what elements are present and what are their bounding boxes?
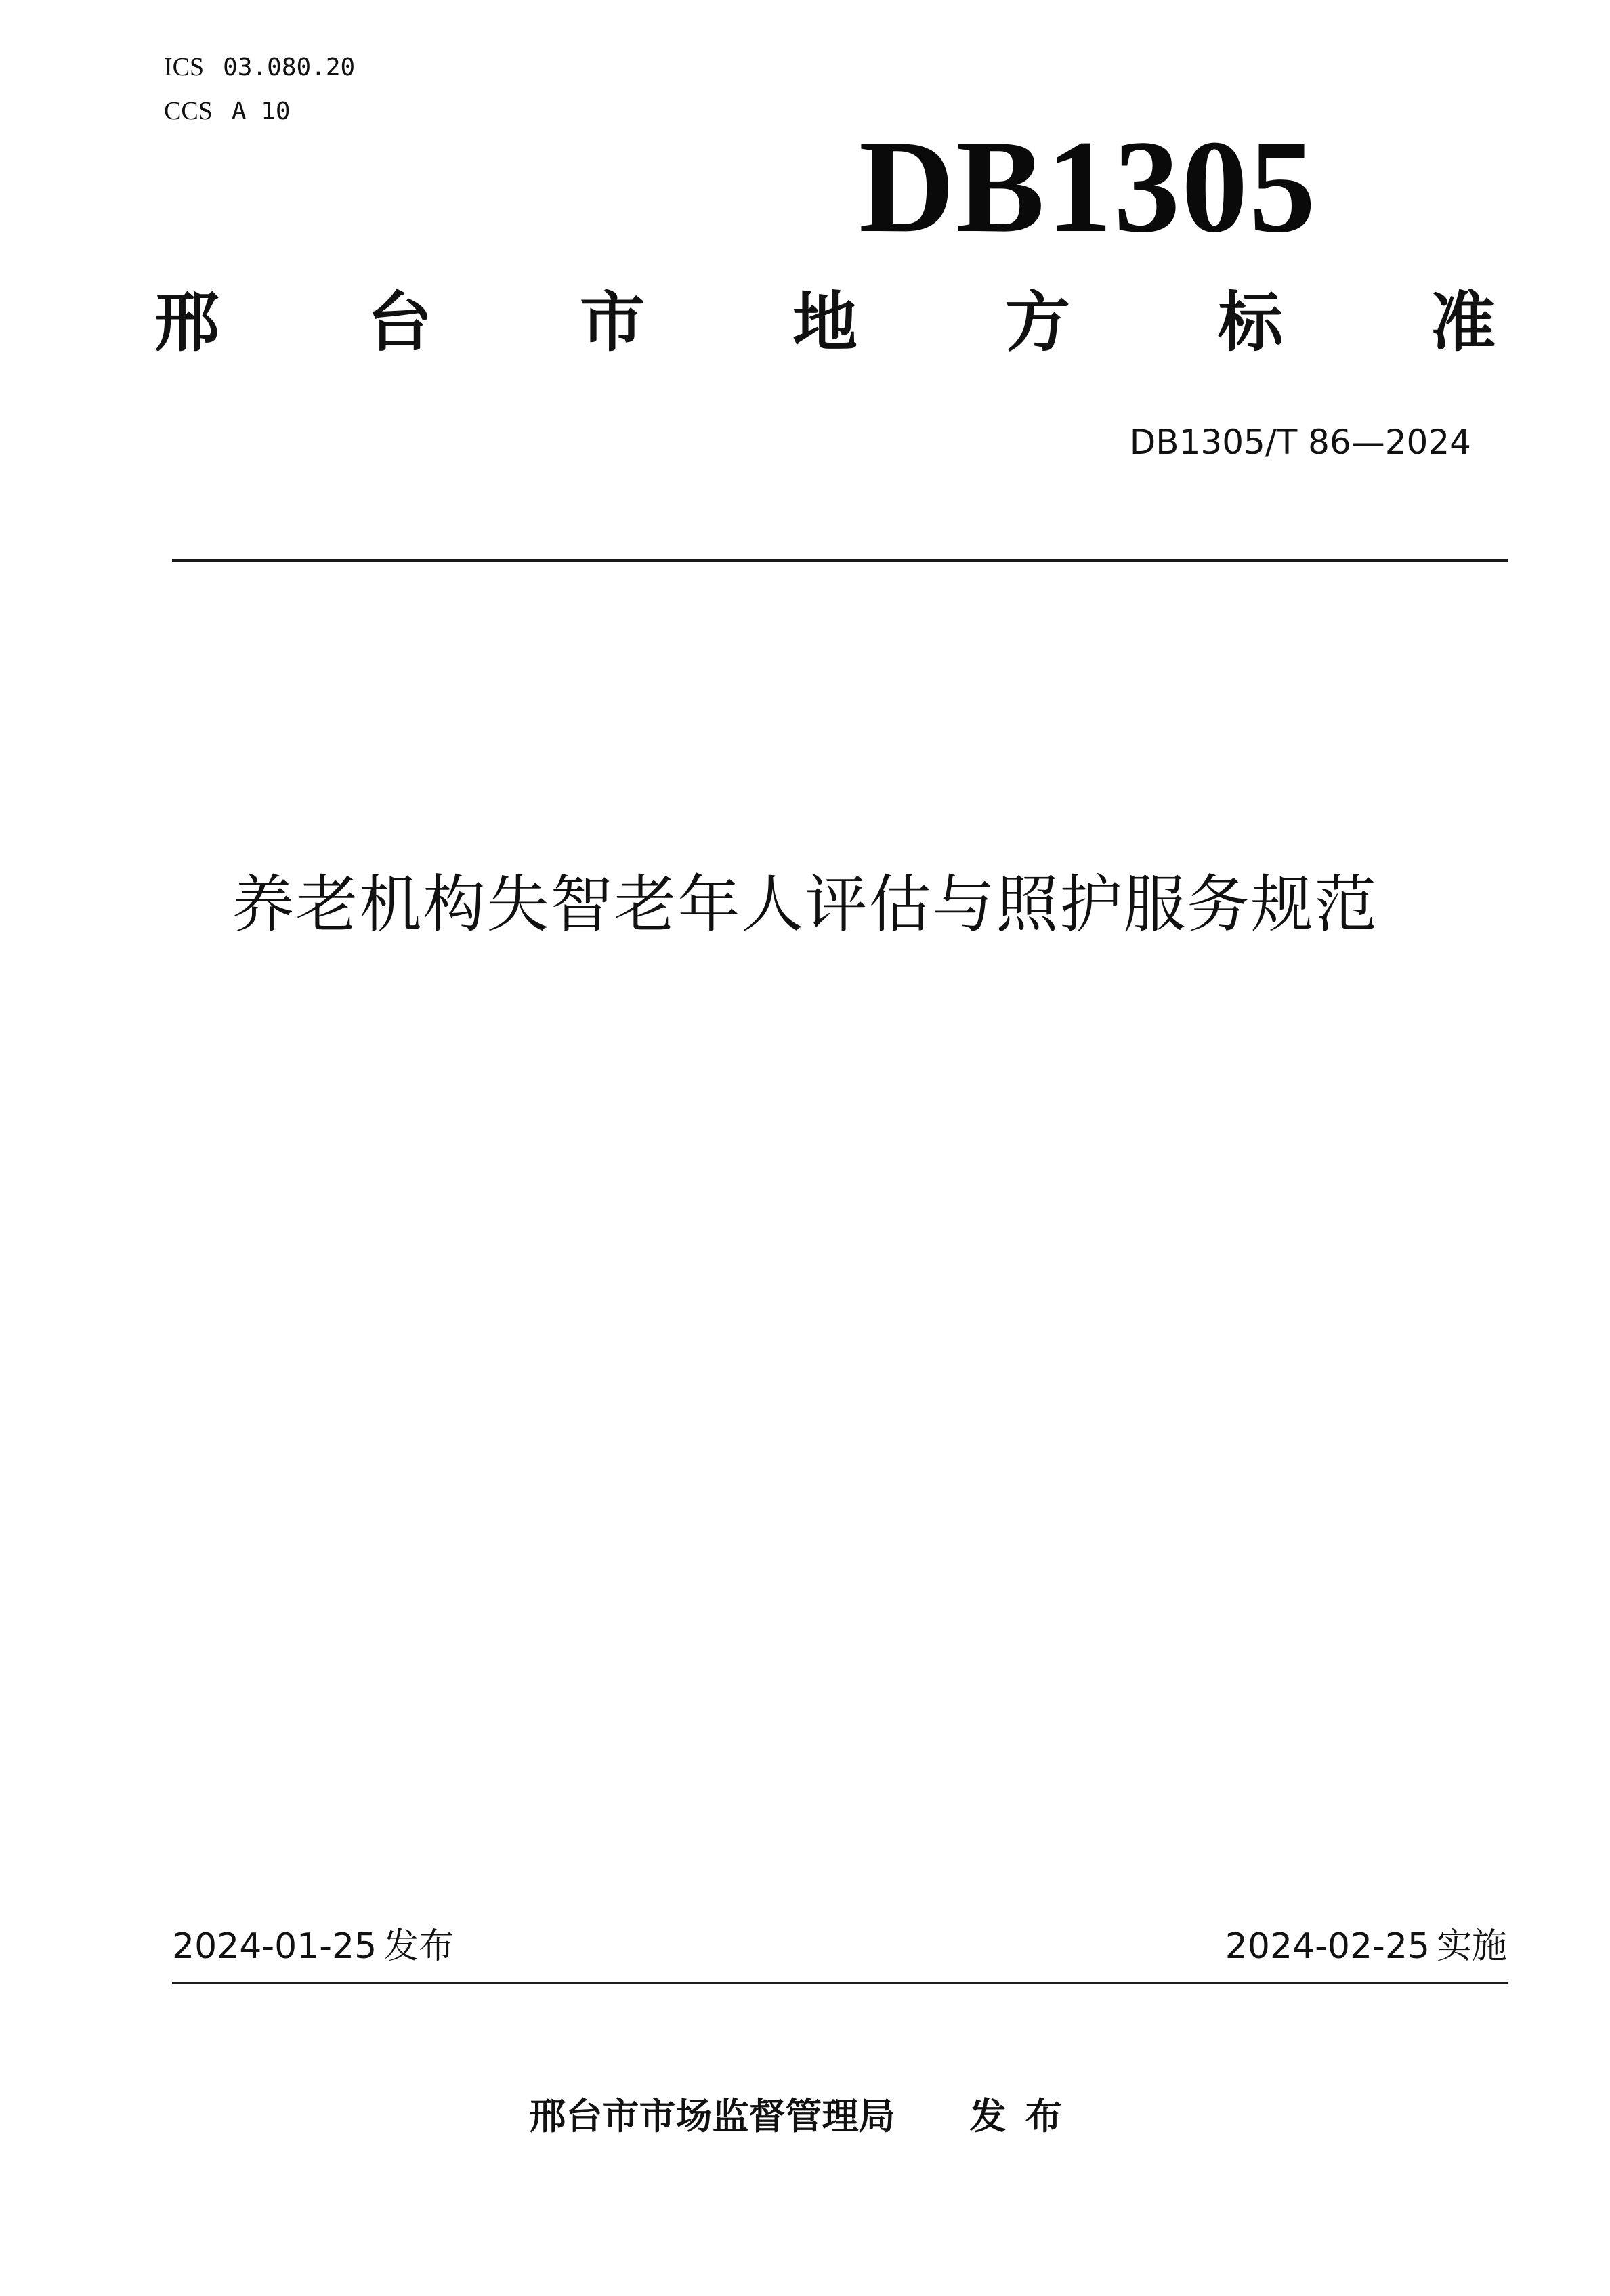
implement-date-line: [1225, 1926, 1507, 1967]
issuer-line: [0, 2095, 1610, 2138]
standard-type-heading: [154, 284, 1496, 360]
standard-number: DB1305/T 86—2024: [1129, 423, 1471, 462]
standard-type-char: 地: [792, 284, 857, 360]
standard-type-char: 准: [1431, 284, 1496, 360]
standard-type-char: 台: [367, 284, 432, 360]
standard-type-char: 方: [1005, 284, 1070, 360]
publish-date-line: [172, 1926, 454, 1967]
ics-code: 03.080.20: [223, 54, 356, 81]
top-divider: [172, 559, 1508, 562]
publish-label: 发布: [383, 1926, 454, 1967]
publish-date: 2024-01-25: [172, 1926, 377, 1967]
ccs-label: CCS: [164, 97, 213, 125]
db-logo: DB1305: [859, 113, 1317, 260]
standard-type-char: 邢: [154, 284, 219, 360]
implement-date: 2024-02-25: [1225, 1926, 1430, 1967]
ics-label: ICS: [164, 53, 205, 81]
standard-type-char: 市: [580, 284, 645, 360]
implement-label: 实施: [1436, 1926, 1507, 1967]
ics-classification: [164, 54, 355, 80]
standard-type-char: 标: [1218, 284, 1283, 360]
issuer-name: 邢台市市场监督管理局: [529, 2095, 895, 2138]
issue-label: 发布: [969, 2095, 1081, 2138]
bottom-divider: [172, 1982, 1508, 1984]
ccs-code: A 10: [231, 98, 291, 125]
ccs-classification: [164, 98, 291, 124]
document-title: 养老机构失智老年人评估与照护服务规范: [232, 868, 1378, 941]
